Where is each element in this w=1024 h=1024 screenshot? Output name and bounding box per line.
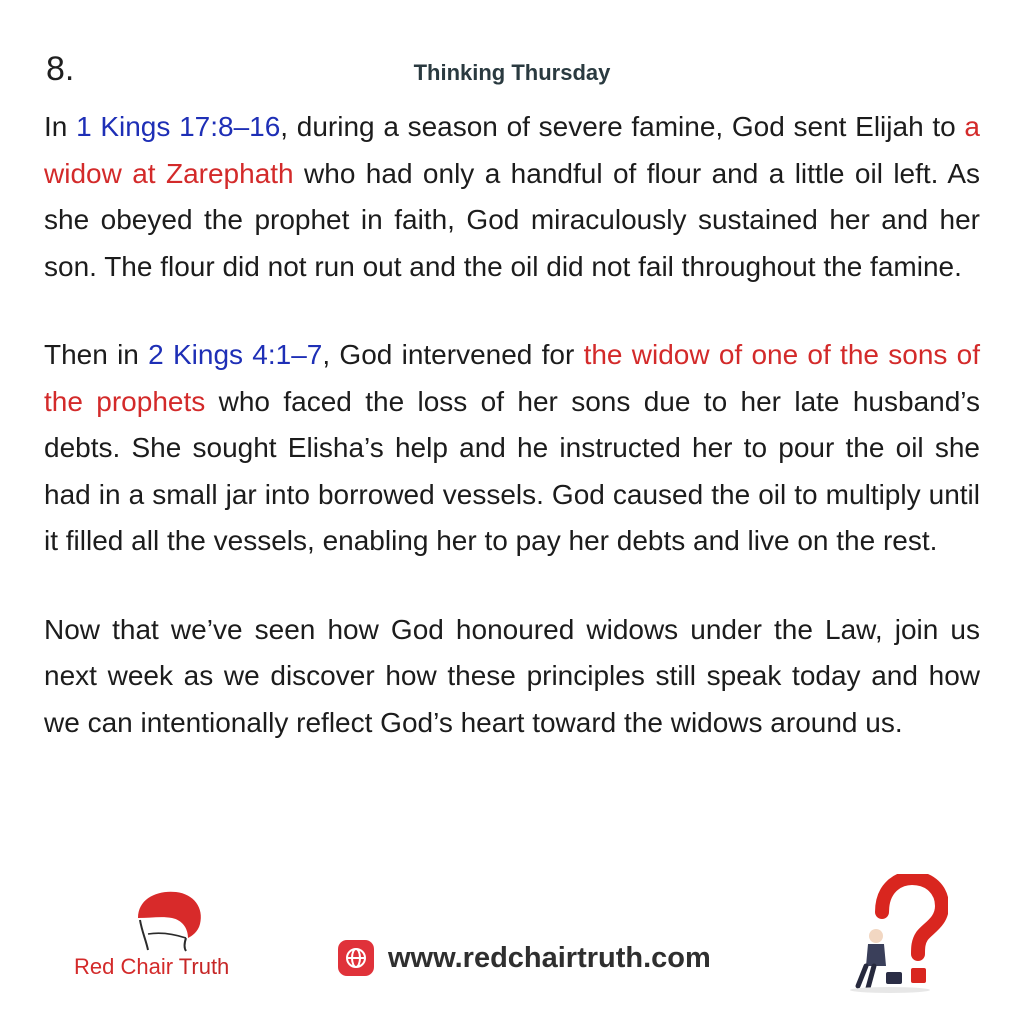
scripture-reference-2-kings: 2 Kings 4:1–7	[148, 339, 323, 370]
text-span: In	[44, 111, 77, 142]
text-span: , during a season of severe famine, God sent Elijah to	[280, 111, 965, 142]
highlight-widow-prophets: the widow of one of the sons of the prophets	[44, 339, 981, 417]
globe-icon	[338, 940, 374, 976]
text-span: , God intervened for	[322, 339, 584, 370]
red-chair-truth-logo	[74, 888, 264, 988]
logo-word-truth: Truth	[178, 954, 230, 979]
page-number: 8.	[46, 50, 75, 88]
text-span: who faced the loss of her sons due to her late husband’s debts. She sought Elisha’s help and he instructed her to pour the oil she had in a small jar into borrowed vessels. God caused the oil to multiply until it filled all the vessels, enabling her to pay her debts and live on the rest.	[44, 385, 980, 556]
logo-wordmark	[74, 954, 264, 980]
header-title: Thinking Thursday	[413, 60, 611, 85]
highlight-widow-zarephath: a widow at Zarephath	[44, 111, 980, 189]
paragraph-1	[44, 104, 980, 290]
paragraph-2	[44, 332, 980, 565]
text-span: Then in	[44, 339, 149, 370]
red-chair-icon	[126, 888, 210, 952]
text-span: Now that we’ve seen how God honoured widows under the Law, join us next week as we discover how these principles still speak today and how we can intentionally reflect God’s heart toward the widows around us.	[44, 613, 980, 738]
question-mark-man-icon	[838, 874, 948, 994]
text-span: who had only a handful of flour and a little oil left. As she obeyed the prophet in faith, God miraculously sustained her and her son. The flour did not run out and the oil did not fail throughout the famine.	[44, 157, 980, 282]
body-text	[44, 104, 980, 788]
website-link[interactable]	[338, 936, 711, 980]
scripture-reference-1-kings: 1 Kings 17:8–16	[76, 111, 281, 142]
website-url[interactable]: www.redchairtruth.com	[388, 941, 711, 974]
logo-word-red-chair: Red Chair	[74, 954, 174, 979]
paragraph-3	[44, 607, 980, 747]
